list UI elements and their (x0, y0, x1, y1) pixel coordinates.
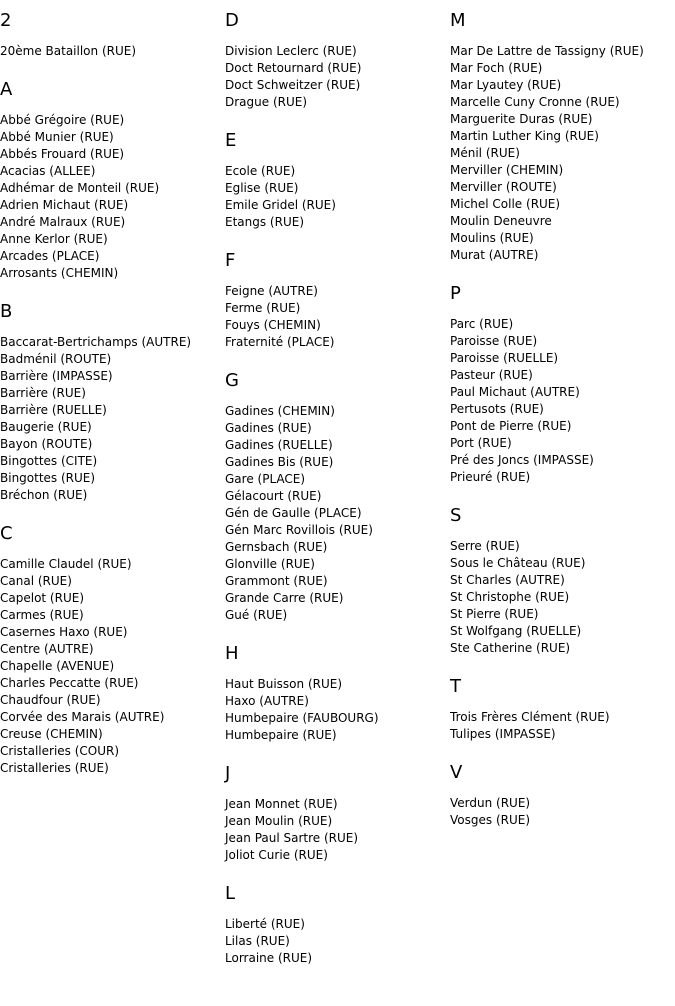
street-link[interactable]: Michel Colle (RUE) (450, 197, 561, 211)
street-link[interactable]: Abbé Grégoire (RUE) (0, 113, 125, 127)
letter-group (225, 128, 450, 231)
street-link[interactable]: St Charles (AUTRE) (450, 573, 565, 587)
street-link[interactable]: Pré des Joncs (IMPASSE) (450, 453, 594, 467)
street-link[interactable]: Serre (RUE) (450, 539, 520, 553)
street-link[interactable]: Grammont (RUE) (225, 574, 328, 588)
street-list (450, 795, 675, 829)
street-list (0, 43, 225, 60)
street-link[interactable]: Humbepaire (RUE) (225, 728, 337, 742)
street-link[interactable]: Trois Frères Clément (RUE) (450, 710, 610, 724)
letter-heading: C (0, 523, 13, 544)
street-link[interactable]: Mar De Lattre de Tassigny (RUE) (450, 44, 644, 58)
street-link[interactable]: Fouys (CHEMIN) (225, 318, 321, 332)
street-link[interactable]: Pasteur (RUE) (450, 368, 533, 382)
letter-heading: V (450, 762, 463, 783)
letter-group (0, 8, 225, 60)
street-link[interactable]: Martin Luther King (RUE) (450, 129, 599, 143)
street-link[interactable]: Bingottes (RUE) (0, 471, 96, 485)
letter-group (450, 281, 675, 486)
street-index-column-2 (225, 0, 450, 984)
street-list (0, 334, 225, 504)
letter-heading: L (225, 883, 236, 904)
street-link[interactable]: Mar Foch (RUE) (450, 61, 543, 75)
street-link[interactable]: Gué (RUE) (225, 608, 288, 622)
street-link[interactable]: Mar Lyautey (RUE) (450, 78, 562, 92)
street-link[interactable]: Canal (RUE) (0, 574, 72, 588)
street-link[interactable]: Barrière (RUELLE) (0, 403, 107, 417)
street-link[interactable]: Verdun (RUE) (450, 796, 531, 810)
street-list (450, 538, 675, 657)
street-link[interactable]: Jean Moulin (RUE) (225, 814, 333, 828)
street-link[interactable]: Haut Buisson (RUE) (225, 677, 343, 691)
street-link[interactable]: Moulins (RUE) (450, 231, 534, 245)
letter-group (225, 8, 450, 111)
letter-group (450, 8, 675, 264)
letter-group (450, 760, 675, 829)
street-link[interactable]: Marguerite Duras (RUE) (450, 112, 593, 126)
street-link[interactable]: Vosges (RUE) (450, 813, 531, 827)
street-link[interactable]: Doct Schweitzer (RUE) (225, 78, 361, 92)
street-link[interactable]: Bayon (ROUTE) (0, 437, 93, 451)
street-link[interactable]: Gernsbach (RUE) (225, 540, 328, 554)
street-link[interactable]: Creuse (CHEMIN) (0, 727, 103, 741)
street-link[interactable]: Merviller (CHEMIN) (450, 163, 564, 177)
street-link[interactable]: Etangs (RUE) (225, 215, 304, 229)
street-link[interactable]: Jean Monnet (RUE) (225, 797, 338, 811)
street-link[interactable]: Gén Marc Rovillois (RUE) (225, 523, 373, 537)
street-link[interactable]: Tulipes (IMPASSE) (450, 727, 556, 741)
street-link[interactable]: Acacias (ALLEE) (0, 164, 96, 178)
letter-heading: P (450, 283, 461, 304)
street-list (225, 403, 450, 624)
street-link[interactable]: Cristalleries (RUE) (0, 761, 109, 775)
street-link[interactable]: Chapelle (AVENUE) (0, 659, 115, 673)
letter-heading: B (0, 301, 13, 322)
letter-group (450, 503, 675, 657)
street-link[interactable]: Abbés Frouard (RUE) (0, 147, 125, 161)
street-link[interactable]: Chaudfour (RUE) (0, 693, 101, 707)
street-link[interactable]: Carmes (RUE) (0, 608, 84, 622)
street-link[interactable]: Barrière (RUE) (0, 386, 86, 400)
letter-heading: 2 (0, 10, 12, 31)
street-link[interactable]: Lilas (RUE) (225, 934, 290, 948)
letter-heading: J (225, 763, 231, 784)
street-link[interactable]: Haxo (AUTRE) (225, 694, 309, 708)
letter-group (225, 641, 450, 744)
letter-heading: D (225, 10, 239, 31)
street-link[interactable]: Abbé Munier (RUE) (0, 130, 114, 144)
letter-heading: A (0, 79, 13, 100)
street-list (225, 676, 450, 744)
letter-heading: F (225, 250, 236, 271)
street-link[interactable]: Lorraine (RUE) (225, 951, 313, 965)
street-link[interactable]: Paroisse (RUELLE) (450, 351, 559, 365)
street-link[interactable]: Baccarat-Bertrichamps (AUTRE) (0, 335, 192, 349)
street-link[interactable]: Gélacourt (RUE) (225, 489, 322, 503)
letter-group (225, 881, 450, 967)
street-index-column-3 (450, 0, 675, 846)
street-link[interactable]: Gadines (RUELLE) (225, 438, 333, 452)
street-link[interactable]: Pertusots (RUE) (450, 402, 544, 416)
letter-group (0, 77, 225, 282)
street-link[interactable]: Jean Paul Sartre (RUE) (225, 831, 359, 845)
street-link[interactable]: St Wolfgang (RUELLE) (450, 624, 582, 638)
street-link[interactable]: Gadines (RUE) (225, 421, 312, 435)
street-link[interactable]: Marcelle Cuny Cronne (RUE) (450, 95, 620, 109)
street-link[interactable]: St Christophe (RUE) (450, 590, 570, 604)
letter-heading: M (450, 10, 466, 31)
letter-heading: T (450, 676, 461, 697)
street-link[interactable]: Paroisse (RUE) (450, 334, 538, 348)
letter-heading: G (225, 370, 239, 391)
street-link[interactable]: Barrière (IMPASSE) (0, 369, 113, 383)
letter-group (225, 248, 450, 351)
letter-group (0, 521, 225, 777)
street-link[interactable]: Adhémar de Monteil (RUE) (0, 181, 160, 195)
street-link[interactable]: Ste Catherine (RUE) (450, 641, 571, 655)
street-link[interactable]: Ménil (RUE) (450, 146, 520, 160)
street-link[interactable]: Paul Michaut (AUTRE) (450, 385, 580, 399)
street-link[interactable]: Sous le Château (RUE) (450, 556, 586, 570)
street-link[interactable]: Emile Gridel (RUE) (225, 198, 336, 212)
street-list (0, 556, 225, 777)
street-link[interactable]: Gén de Gaulle (PLACE) (225, 506, 362, 520)
street-link[interactable]: Camille Claudel (RUE) (0, 557, 132, 571)
street-link[interactable]: Joliot Curie (RUE) (225, 848, 328, 862)
street-list (450, 316, 675, 486)
street-link[interactable]: Cristalleries (COUR) (0, 744, 120, 758)
street-list (225, 283, 450, 351)
street-list (225, 43, 450, 111)
street-list (225, 163, 450, 231)
street-link[interactable]: Merviller (ROUTE) (450, 180, 557, 194)
street-link[interactable]: Fraternité (PLACE) (225, 335, 335, 349)
letter-heading: H (225, 643, 239, 664)
street-link[interactable]: Arrosants (CHEMIN) (0, 266, 119, 280)
street-link[interactable]: Anne Kerlor (RUE) (0, 232, 108, 246)
street-link[interactable]: Badménil (ROUTE) (0, 352, 112, 366)
street-link[interactable]: Casernes Haxo (RUE) (0, 625, 128, 639)
street-link[interactable]: Grande Carre (RUE) (225, 591, 344, 605)
street-link[interactable]: Glonville (RUE) (225, 557, 315, 571)
street-link[interactable]: Murat (AUTRE) (450, 248, 539, 262)
street-link[interactable]: Prieuré (RUE) (450, 470, 531, 484)
letter-heading: S (450, 505, 462, 526)
street-link[interactable]: Charles Peccatte (RUE) (0, 676, 139, 690)
street-link[interactable]: St Pierre (RUE) (450, 607, 539, 621)
street-link[interactable]: Bingottes (CITE) (0, 454, 98, 468)
street-link[interactable]: Ecole (RUE) (225, 164, 296, 178)
street-link[interactable]: Eglise (RUE) (225, 181, 299, 195)
letter-heading: E (225, 130, 237, 151)
street-link[interactable]: Doct Retournard (RUE) (225, 61, 362, 75)
street-list (0, 112, 225, 282)
street-link[interactable]: Gadines Bis (RUE) (225, 455, 334, 469)
street-link[interactable]: Arcades (PLACE) (0, 249, 100, 263)
street-list (450, 43, 675, 264)
street-link[interactable]: André Malraux (RUE) (0, 215, 126, 229)
street-link[interactable]: Bréchon (RUE) (0, 488, 88, 502)
street-link[interactable]: Pont de Pierre (RUE) (450, 419, 572, 433)
letter-group (225, 368, 450, 624)
street-link[interactable]: Adrien Michaut (RUE) (0, 198, 129, 212)
street-link[interactable]: Baugerie (RUE) (0, 420, 92, 434)
street-link[interactable]: 20ème Bataillon (RUE) (0, 44, 137, 58)
street-link[interactable]: Moulin Deneuvre (450, 214, 552, 228)
street-link[interactable]: Parc (RUE) (450, 317, 514, 331)
letter-group (225, 761, 450, 864)
street-index-column-1 (0, 0, 225, 794)
street-list (225, 796, 450, 864)
letter-group (450, 674, 675, 743)
street-link[interactable]: Centre (AUTRE) (0, 642, 94, 656)
street-link[interactable]: Gare (PLACE) (225, 472, 306, 486)
street-link[interactable]: Drague (RUE) (225, 95, 308, 109)
street-list (450, 709, 675, 743)
street-link[interactable]: Feigne (AUTRE) (225, 284, 318, 298)
street-link[interactable]: Humbepaire (FAUBOURG) (225, 711, 379, 725)
street-link[interactable]: Port (RUE) (450, 436, 512, 450)
street-link[interactable]: Capelot (RUE) (0, 591, 84, 605)
street-list (225, 916, 450, 967)
street-link[interactable]: Corvée des Marais (AUTRE) (0, 710, 165, 724)
street-link[interactable]: Liberté (RUE) (225, 917, 305, 931)
letter-group (0, 299, 225, 504)
street-link[interactable]: Ferme (RUE) (225, 301, 301, 315)
street-link[interactable]: Gadines (CHEMIN) (225, 404, 335, 418)
street-link[interactable]: Division Leclerc (RUE) (225, 44, 357, 58)
